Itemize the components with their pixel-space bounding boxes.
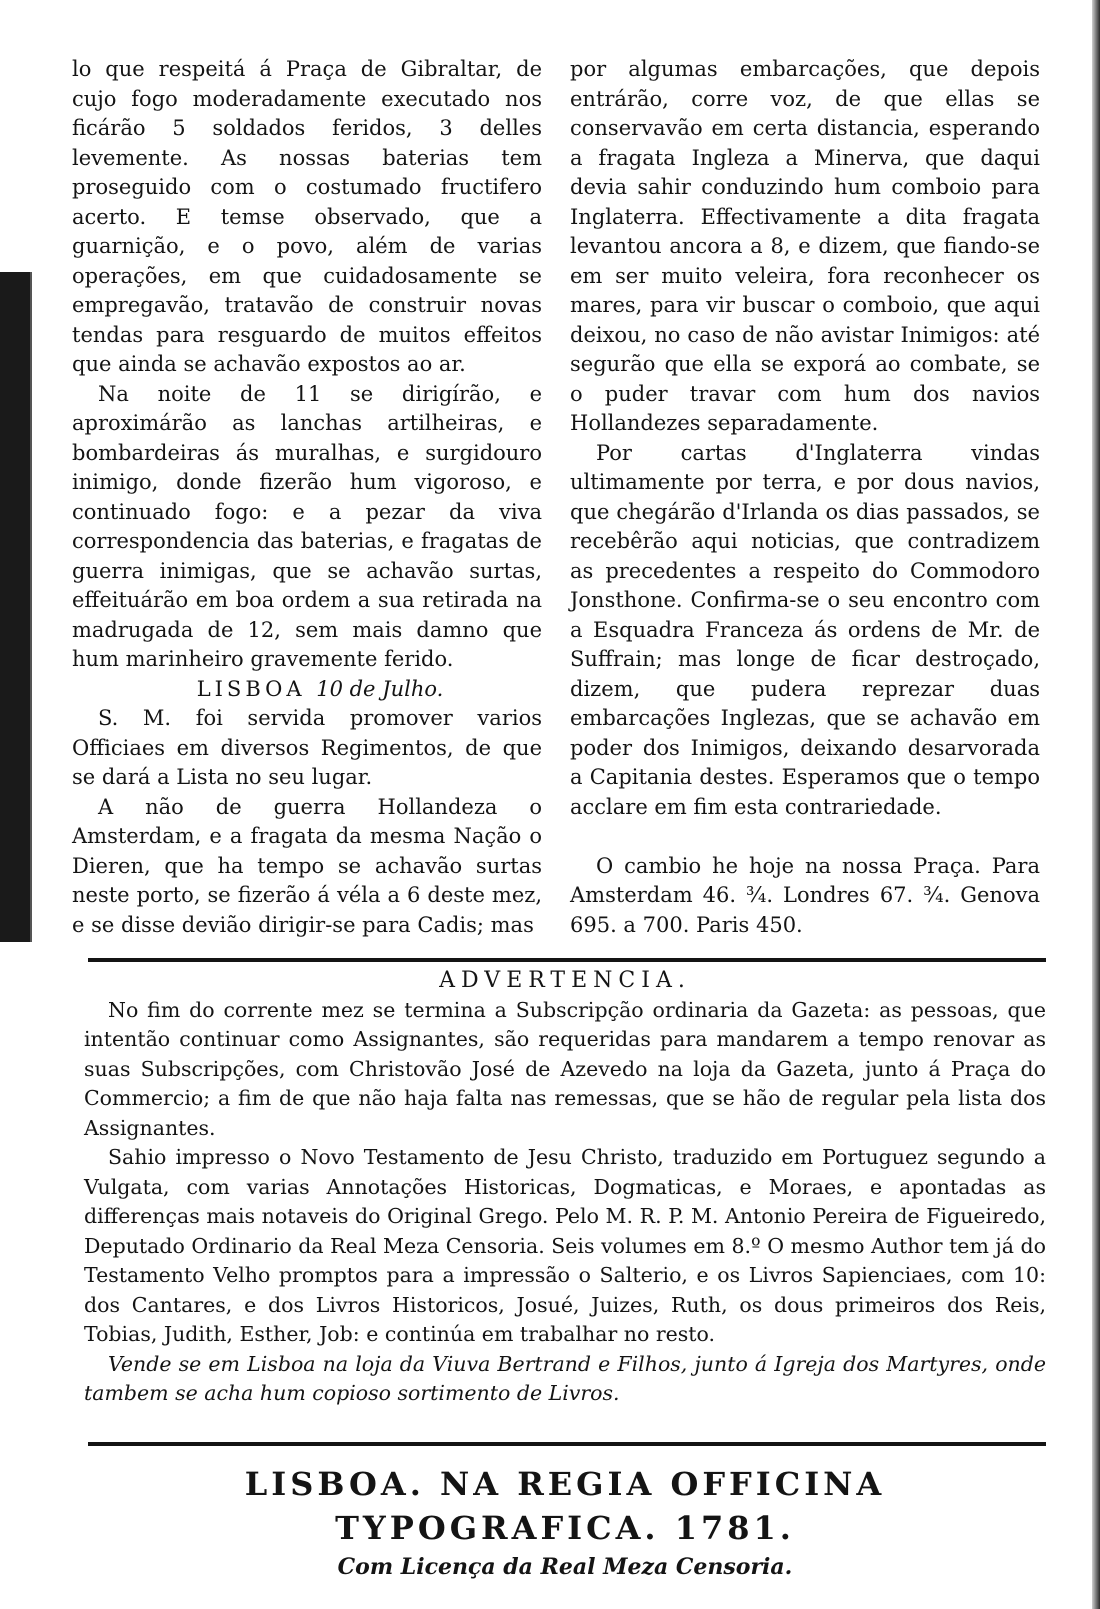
right-paragraph-letters: Por cartas d'Inglaterra vindas ultimamente por terra, e por dous navios, que chegárão d'Irlanda os dias passados, se recebêrão aqui noticias, que contradizem as precedentes a respeito do Commodoro Jonsthone. Confirma-se o seu encontro com a Esquadra Franceza ás ordens de Mr. de Suffrain; mas longe de ficar destroçado, dizem, que pudera reprezar duas embarcações Inglezas, que se achavão em poder dos Inimigos, deixando desarvorada a Capitania destes. Esperamos que o tempo acclare em fim esta contrariedade. xyxy=(570,440,1040,819)
page-edge-shadow xyxy=(1092,0,1100,1609)
notice-subscription: No fim do corrente mez se termina a Subscripção ordinaria da Gazeta: as pessoas, que intentão continuar como Assignantes, são requeridas para mandarem a tempo renovar as suas Subscripções, com Christovão José de Azevedo na loja da Gazeta, junto á Praça do Commercio; a fim de que não haja falta nas remessas, que se hão de regular pela lista dos Assignantes. xyxy=(84,997,1046,1140)
notice-new-testament: Sahio impresso o Novo Testamento de Jesu Christo, traduzido em Portuguez segundo a Vulgata, com varias Annotações Historicas, Dogmaticas, e Moraes, e apontadas as differenças mais notaveis do Original Grego. Pelo M. R. P. M. Antonio Pereira de Figueiredo, Deputado Ordinario da Real Meza Censoria. Seis volumes em 8.º O mesmo Author tem já do Testamento Velho promptos para a impressão o Salterio, e os Livros Sapienciaes, com 10: dos Cantares, e dos Livros Historicos, Josué, Juizes, Ruth, os dous primeiros dos Reis, Tobias, Judith, Esther, Job: e continúa em trabalhar no resto. xyxy=(84,1145,1046,1346)
section-divider xyxy=(88,958,1046,962)
right-paragraph-minerva: por algumas embarcações, que depois entrárão, corre voz, de que ellas se conservavão em certa distancia, esperando a fragata Ingleza a Minerva, que daqui devia sahir conduzindo hum comboio para Inglaterra. Effectivamente a dita fragata levantou ancora a 8, e dizem, que fiando-se em ser muito veleira, fora reconhecer os mares, para vir buscar o comboio, que aqui deixou, no caso de não avistar Inimigos: até segurão que ella se exporá ao combate, se o puder travar com hum dos navios Hollandezes separadamente. xyxy=(570,57,1040,435)
binding-edge-shadow xyxy=(0,272,32,942)
dateline xyxy=(72,675,542,705)
dateline-city: LISBOA xyxy=(196,676,306,701)
left-paragraph-dutch-ships: A não de guerra Hollandeza o Amsterdam, e a fragata da mesma Nação o Dieren, que ha tempo se achavão surtas neste porto, se fizerão á véla a 6 deste mez, e se disse devião dirigir-se para Cadis; mas xyxy=(72,794,542,937)
imprint-printer: LISBOA. NA REGIA OFFICINA TYPOGRAFICA. 1781. xyxy=(244,1465,886,1547)
left-paragraph-gibraltar: lo que respeitá á Praça de Gibraltar, de cujo fogo moderadamente executado nos ficárão 5 soldados feridos, 3 delles levemente. As nossas baterias tem proseguido com o costumado fructifero acerto. E temse observado, que a guarnição, e o povo, além de varias operações, em que cuidadosamente se empregavão, tratavão de construir novas tendas para resguardo de muitos effeitos que ainda se achavão expostos ao ar. xyxy=(72,57,542,376)
notice-section xyxy=(84,966,1046,1409)
left-column xyxy=(72,55,542,940)
imprint xyxy=(84,1462,1046,1584)
left-paragraph-night-attack: Na noite de 11 se dirigírão, e aproximárão as lanchas artilheiras, e bombardeiras ás muralhas, e surgidouro inimigo, donde fizerão hum vigoroso, e continuado fogo: e a pezar da viva correspondencia das baterias, e fragatas de guerra inimigas, que se achavão surtas, effeituárão em boa ordem a sua retirada na madrugada de 12, sem mais damno que hum marinheiro gravemente ferido. xyxy=(72,381,542,671)
dateline-date: 10 de Julho. xyxy=(316,676,444,701)
notice-sale: Vende se em Lisboa na loja da Viuva Bertrand e Filhos, junto á Igreja dos Martyres, onde tambem se acha hum copioso sortimento de Livros. xyxy=(84,1351,1046,1405)
notice-title: ADVERTENCIA. xyxy=(439,968,691,993)
imprint-license: Com Licença da Real Meza Censoria. xyxy=(337,1554,793,1580)
left-paragraph-promotions: S. M. foi servida promover varios Officiaes em diversos Regimentos, de que se dará a Lista no seu lugar. xyxy=(72,706,542,789)
right-column xyxy=(570,55,1040,940)
right-paragraph-exchange-rates: O cambio he hoje na nossa Praça. Para Amsterdam 46. ¾. Londres 67. ¾. Genova 695. a 700. Paris 450. xyxy=(570,853,1040,937)
imprint-divider xyxy=(88,1442,1046,1446)
